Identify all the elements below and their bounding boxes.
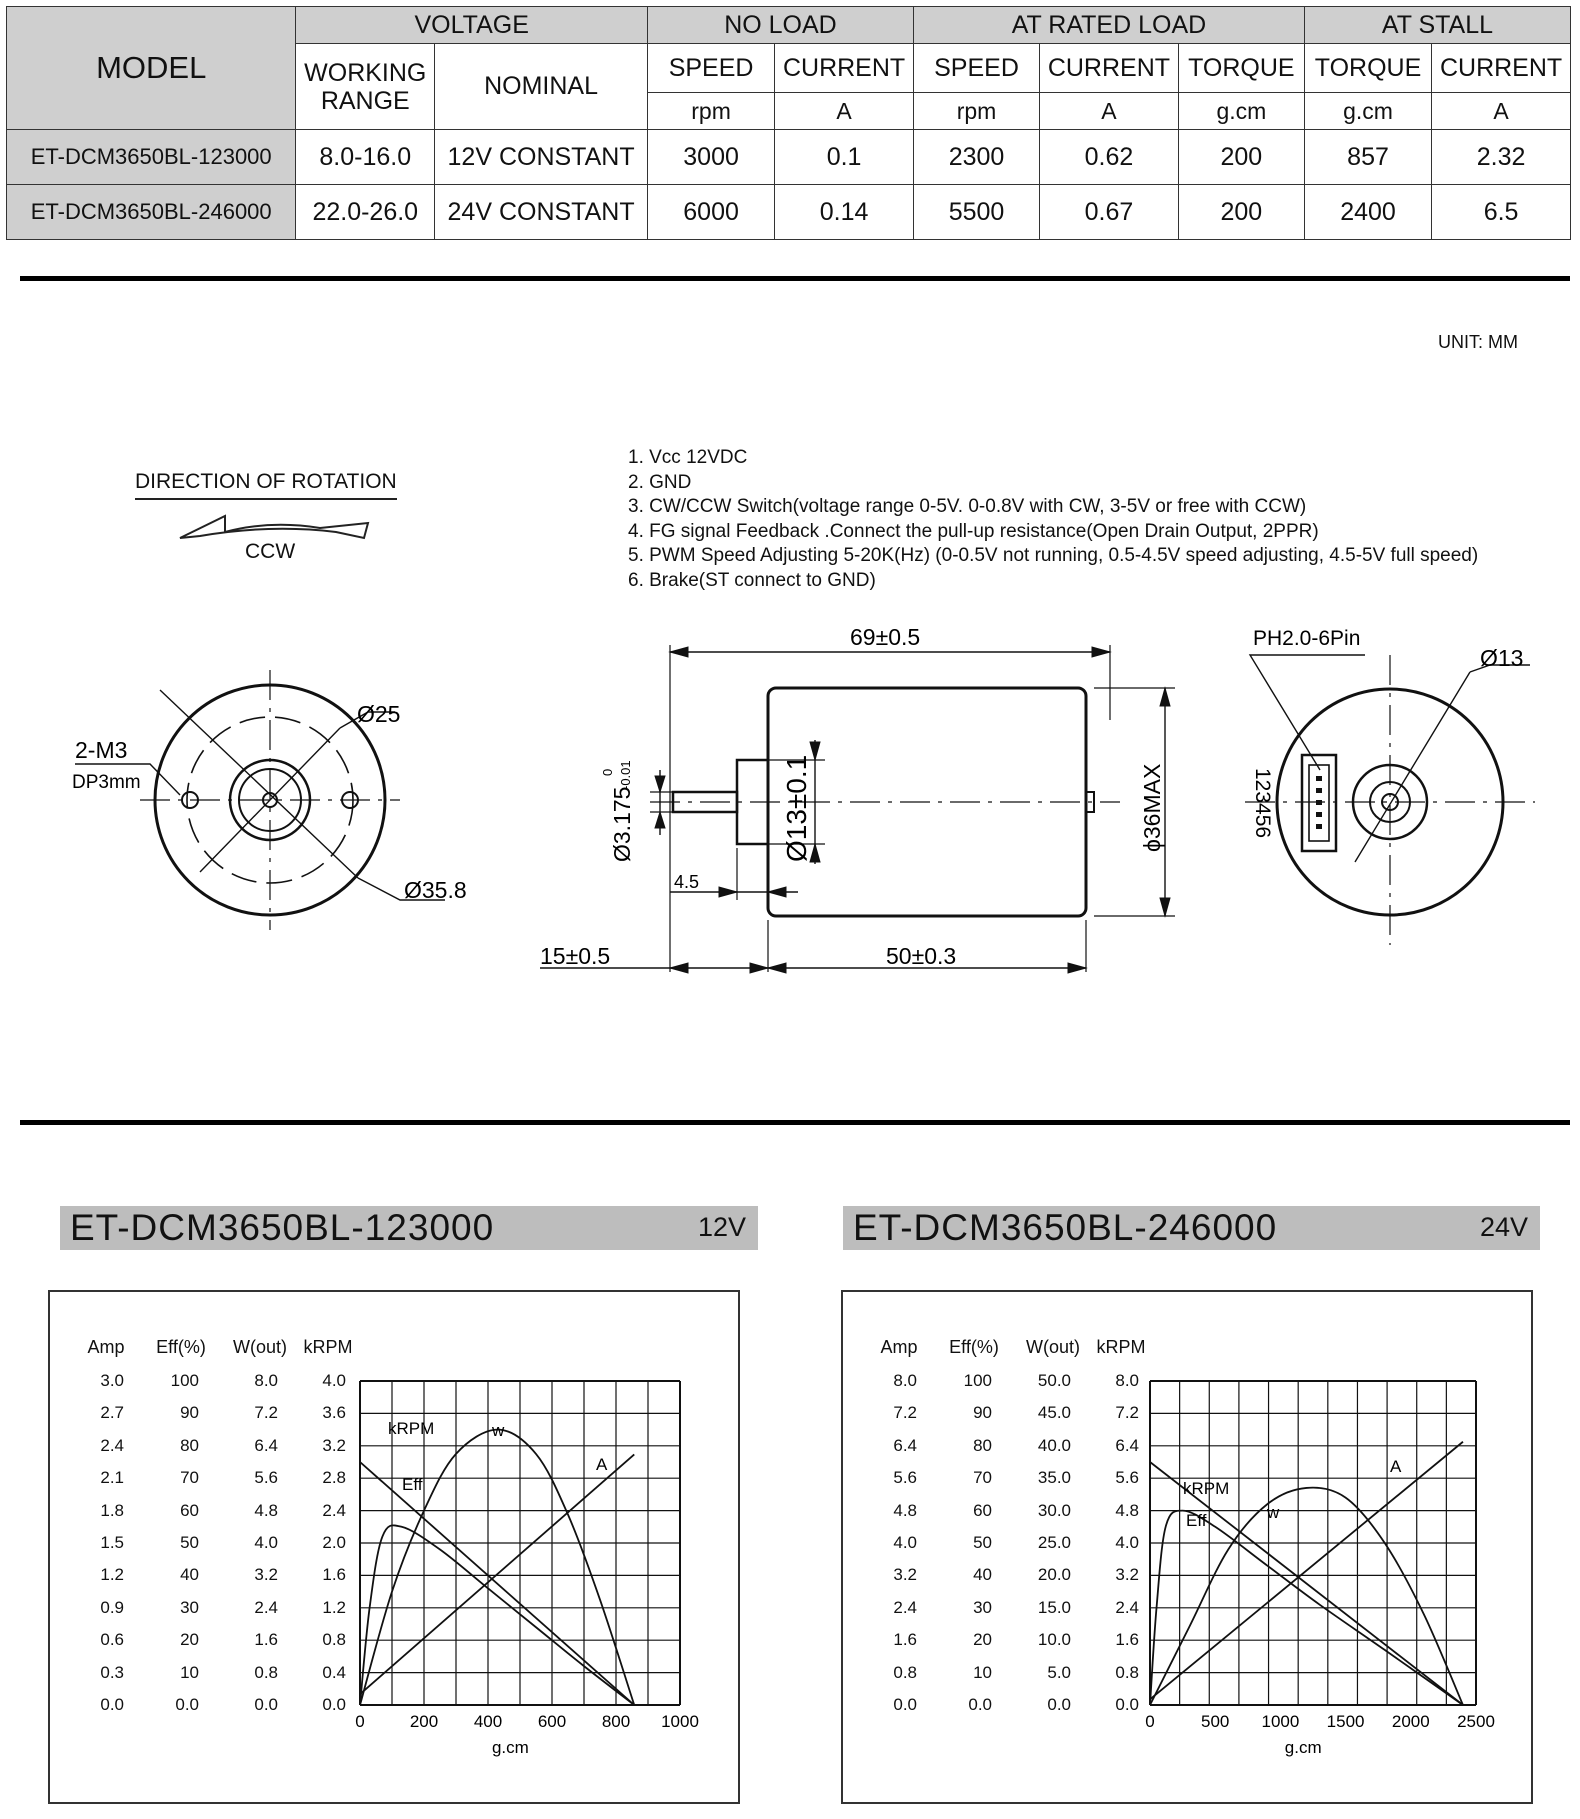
r-speed-header: SPEED [913,44,1039,93]
shaft-length-label: 15±0.5 [540,943,611,969]
axis-header: W(out) [1026,1337,1080,1357]
y-tick-label: 7.2 [893,1403,917,1423]
series-label: w [492,1421,505,1440]
y-tick-label: 2.0 [322,1533,346,1552]
y-tick-label: 0.0 [1047,1695,1071,1714]
s-current-header: CURRENT [1432,44,1571,93]
front-holes-label: 2-M3 [75,737,128,763]
front-depth-label: DP3mm [72,772,141,793]
y-tick-label: 3.2 [1115,1565,1139,1585]
y-tick-label: 70 [180,1468,199,1488]
nl-current-cell: 0.14 [775,185,914,240]
group-no-load: NO LOAD [647,7,913,44]
group-voltage: VOLTAGE [296,7,648,44]
s-torque-cell: 857 [1304,130,1431,185]
y-tick-label: 30 [973,1597,992,1617]
y-tick-label: 20 [973,1630,992,1650]
y-tick-label: 0.9 [100,1597,124,1617]
y-tick-label: 10 [180,1662,199,1682]
y-tick-label: 0.0 [1115,1695,1139,1714]
series-label: kRPM [1183,1479,1230,1498]
model-cell: ET-DCM3650BL-123000 [7,130,296,185]
group-stall: AT STALL [1304,7,1570,44]
y-tick-label: 30.0 [1037,1500,1071,1520]
y-tick-label: 3.2 [322,1435,346,1455]
y-tick-label: 7.2 [254,1403,278,1423]
r-speed-cell: 5500 [913,185,1039,240]
s-current-cell: 6.5 [1432,185,1571,240]
axis-header: Eff(%) [156,1337,206,1357]
y-tick-label: 1.6 [322,1565,346,1585]
y-tick-label: 8.0 [254,1371,278,1390]
x-axis-label: g.cm [491,1738,529,1757]
range-cell: 8.0-16.0 [296,130,435,185]
r-torque-cell: 200 [1178,185,1304,240]
y-tick-label: 1.2 [100,1565,124,1585]
unit-cell: rpm [913,93,1039,130]
y-tick-label: 0.8 [254,1662,278,1682]
y-tick-label: 0.4 [322,1662,346,1682]
y-tick-label: 1.8 [100,1500,124,1520]
axis-header: Eff(%) [949,1337,999,1357]
y-tick-label: 50 [180,1533,199,1552]
front-d358-label: Ø35.8 [404,877,467,903]
y-tick-label: 0.8 [1115,1662,1139,1682]
y-tick-label: 90 [973,1403,992,1423]
pin-note: 4. FG signal Feedback .Connect the pull-up resistance(Open Drain Output, 2PPR) [628,520,1319,542]
axis-header: Amp [880,1337,918,1357]
axis-header: kRPM [303,1337,353,1357]
model-header: MODEL [7,7,296,130]
y-tick-label: 45.0 [1037,1403,1071,1423]
y-tick-label: 2.4 [893,1597,917,1617]
y-tick-label: 6.4 [254,1435,278,1455]
y-tick-label: 20.0 [1037,1565,1071,1585]
series-line-krpm [1150,1462,1463,1705]
r-torque-cell: 200 [1178,130,1304,185]
x-tick-label: 500 [1201,1712,1230,1731]
boss-diameter-label: Ø13±0.1 [781,754,812,862]
y-tick-label: 0.0 [968,1695,992,1714]
y-tick-label: 0.0 [893,1695,917,1714]
y-tick-label: 0.6 [100,1630,124,1650]
series-label: kRPM [388,1419,435,1438]
pin-note: 2. GND [628,471,692,493]
model-cell: ET-DCM3650BL-246000 [7,185,296,240]
nominal-header: NOMINAL [435,44,648,130]
pin-note: 1. Vcc 12VDC [628,447,748,468]
y-tick-label: 1.2 [322,1597,346,1617]
y-tick-label: 100 [963,1371,992,1390]
y-tick-label: 40 [973,1565,992,1585]
x-tick-label: 200 [409,1712,439,1731]
y-tick-label: 6.4 [1115,1435,1139,1455]
s-torque-header: TORQUE [1304,44,1431,93]
y-tick-label: 2.8 [322,1468,346,1488]
pin-note: 3. CW/CCW Switch(voltage range 0-5V. 0-0.8V with CW, 3-5V or free with CCW) [628,496,1307,517]
y-tick-label: 70 [973,1468,992,1488]
y-tick-label: 80 [180,1435,199,1455]
x-tick-label: 1000 [661,1712,699,1731]
y-tick-label: 15.0 [1037,1597,1071,1617]
y-tick-label: 90 [180,1403,199,1423]
nl-current-cell: 0.1 [775,130,914,185]
y-tick-label: 1.5 [100,1533,124,1552]
y-tick-label: 60 [180,1500,199,1520]
y-tick-label: 30 [180,1597,199,1617]
y-tick-label: 5.6 [254,1468,278,1488]
unit-cell: A [775,93,914,130]
chart1-title: ET-DCM3650BL-123000 [70,1207,495,1248]
nl-speed-header: SPEED [647,44,774,93]
r-current-cell: 0.62 [1040,130,1179,185]
pin-order-label: 123456 [1251,768,1274,839]
x-tick-label: 400 [473,1712,503,1731]
y-tick-label: 4.0 [1115,1533,1139,1552]
shaft-tol-lower: -0.01 [618,760,633,790]
nominal-cell: 24V CONSTANT [435,185,648,240]
unit-cell: rpm [647,93,774,130]
range-cell: 22.0-26.0 [296,185,435,240]
y-tick-label: 1.6 [1115,1630,1139,1650]
nl-speed-cell: 3000 [647,130,774,185]
y-tick-label: 0.8 [322,1630,346,1650]
y-tick-label: 50.0 [1037,1371,1071,1390]
y-tick-label: 4.0 [893,1533,917,1552]
y-tick-label: 6.4 [893,1435,917,1455]
x-tick-label: 2500 [1457,1712,1495,1731]
y-tick-label: 5.0 [1047,1662,1071,1682]
y-tick-label: 0.3 [100,1662,124,1682]
axis-header: kRPM [1096,1337,1146,1357]
nl-speed-cell: 6000 [647,185,774,240]
unit-cell: A [1040,93,1179,130]
x-tick-label: 1000 [1261,1712,1300,1731]
y-tick-label: 100 [170,1371,199,1390]
y-tick-label: 0.0 [175,1695,199,1714]
x-tick-label: 2000 [1391,1712,1430,1731]
pin-note: 5. PWM Speed Adjusting 5-20K(Hz) (0-0.5V not running, 0.5-4.5V speed adjusting, 4.5-5V full speed) [628,545,1479,566]
s-current-cell: 2.32 [1432,130,1571,185]
y-tick-label: 40 [180,1565,199,1585]
shaft-tol-upper: 0 [600,768,615,776]
y-tick-label: 60 [973,1500,992,1520]
y-tick-label: 1.6 [893,1630,917,1650]
nominal-cell: 12V CONSTANT [435,130,648,185]
x-tick-label: 600 [537,1712,567,1731]
series-label: A [1390,1457,1402,1476]
unit-cell: A [1432,93,1571,130]
y-tick-label: 0.8 [893,1662,917,1682]
y-tick-label: 10.0 [1037,1630,1071,1650]
y-tick-label: 2.4 [1115,1597,1139,1617]
y-tick-label: 3.2 [893,1565,917,1585]
chart1-voltage: 12V [697,1212,746,1242]
x-tick-label: 0 [1145,1712,1155,1731]
y-tick-label: 4.0 [322,1371,346,1390]
rotation-title: DIRECTION OF ROTATION [135,470,397,500]
series-label: w [1267,1503,1280,1522]
y-tick-label: 10 [973,1662,992,1682]
y-tick-label: 35.0 [1037,1468,1071,1488]
working-label: WORKING [304,58,427,87]
connector-label: PH2.0-6Pin [1253,627,1361,650]
body-diameter-label: ϕ36MAX [1139,763,1165,852]
boss-length-label: 4.5 [674,872,700,892]
x-tick-label: 1500 [1326,1712,1365,1731]
r-speed-cell: 2300 [913,130,1039,185]
y-tick-label: 3.0 [100,1371,124,1390]
rotation-direction: CCW [245,540,296,563]
y-tick-label: 4.0 [254,1533,278,1552]
y-tick-label: 50 [973,1533,992,1552]
y-tick-label: 2.4 [322,1500,346,1520]
total-length-label: 69±0.5 [850,624,921,650]
unit-cell: g.cm [1178,93,1304,130]
y-tick-label: 3.6 [322,1403,346,1423]
y-tick-label: 25.0 [1037,1533,1071,1552]
y-tick-label: 2.1 [100,1468,124,1488]
y-tick-label: 8.0 [893,1371,917,1390]
x-tick-label: 800 [601,1712,631,1731]
rear-d13-label: Ø13 [1480,645,1524,671]
range-label: RANGE [320,86,410,115]
x-tick-label: 0 [355,1712,365,1731]
y-tick-label: 0.0 [322,1695,346,1714]
group-rated-load: AT RATED LOAD [913,7,1304,44]
y-tick-label: 4.8 [254,1500,278,1520]
chart2-voltage: 24V [1479,1212,1528,1242]
y-tick-label: 2.4 [254,1597,278,1617]
y-tick-label: 0.0 [100,1695,124,1714]
series-label: Eff [1186,1511,1207,1530]
y-tick-label: 7.2 [1115,1403,1139,1423]
series-label: A [596,1455,608,1474]
chart2-title: ET-DCM3650BL-246000 [853,1207,1278,1248]
nl-current-header: CURRENT [775,44,914,93]
unit-label: UNIT: MM [1438,332,1518,352]
y-tick-label: 3.2 [254,1565,278,1585]
r-current-header: CURRENT [1040,44,1179,93]
axis-header: Amp [87,1337,125,1357]
axis-header: W(out) [233,1337,287,1357]
body-length-label: 50±0.3 [886,943,957,969]
s-torque-cell: 2400 [1304,185,1431,240]
y-tick-label: 4.8 [893,1500,917,1520]
shaft-diameter-label: Ø3.175 [609,786,635,862]
front-d25-label: Ø25 [357,701,401,727]
y-tick-label: 40.0 [1037,1435,1071,1455]
x-axis-label: g.cm [1284,1738,1322,1757]
y-tick-label: 8.0 [1115,1371,1139,1390]
r-torque-header: TORQUE [1178,44,1304,93]
y-tick-label: 5.6 [1115,1468,1139,1488]
y-tick-label: 1.6 [254,1630,278,1650]
y-tick-label: 20 [180,1630,199,1650]
y-tick-label: 2.7 [100,1403,124,1423]
y-tick-label: 0.0 [254,1695,278,1714]
y-tick-label: 80 [973,1435,992,1455]
series-label: Eff [402,1475,423,1494]
pin-note: 6. Brake(ST connect to GND) [628,569,876,591]
y-tick-label: 5.6 [893,1468,917,1488]
y-tick-label: 4.8 [1115,1500,1139,1520]
r-current-cell: 0.67 [1040,185,1179,240]
unit-cell: g.cm [1304,93,1431,130]
y-tick-label: 2.4 [100,1435,124,1455]
